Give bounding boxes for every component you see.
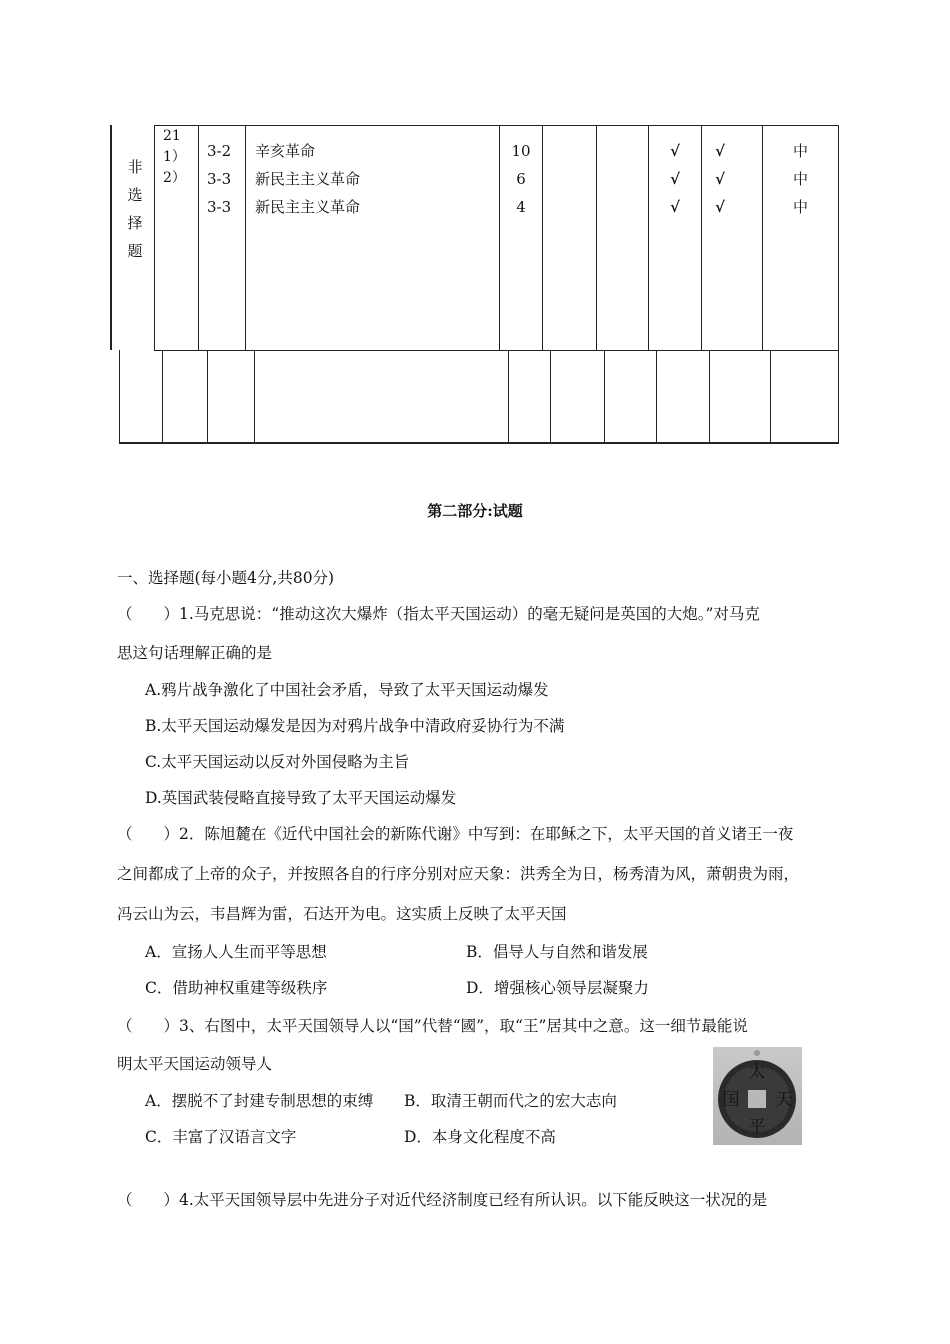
q3-option-d: D．本身文化程度不高 (404, 1128, 556, 1146)
q2-option-a: A．宣扬人人生而平等思想 (145, 943, 327, 961)
q1-option-d: D.英国武装侵略直接导致了太平天国运动爆发 (145, 789, 457, 807)
code-cell: 3-2 3-3 3-3 (207, 142, 232, 216)
coin-char-right: 天 (775, 1090, 793, 1110)
q4-stem-line1: （ ）4.太平天国领导层中先进分子对近代经济制度已经有所认识。以下能反映这一状况的是 (117, 1191, 768, 1209)
q2-option-d: D．增强核心领导层凝聚力 (466, 979, 649, 997)
q2-stem-line1: （ ）2．陈旭麓在《近代中国社会的新陈代谢》中写到：在耶稣之下，太平天国的首义诸王一夜 (117, 825, 794, 843)
q2-option-b: B．倡导人与自然和谐发展 (466, 943, 648, 961)
q3-stem-line1: （ ）3、右图中，太平天国领导人以“国”代替“國”，取“王”居其中之意。这一细节最能说 (117, 1017, 748, 1035)
question-number-cell: 21 1） 2） (163, 128, 186, 186)
topic-cell: 辛亥革命 新民主主义革命 新民主主义革命 (255, 142, 361, 216)
difficulty-cell: 中 中 中 (792, 142, 808, 216)
q3-option-c: C．丰富了汉语言文字 (145, 1128, 297, 1146)
part1-heading: 一、选择题(每小题4分,共80分) (117, 569, 335, 587)
coin-char-top: 太 (748, 1062, 766, 1082)
coin-icon (713, 1047, 802, 1145)
check-cell-b: √ √ √ (715, 142, 725, 216)
q1-stem-line2: 思这句话理解正确的是 (117, 644, 273, 662)
q2-option-c: C．借助神权重建等级秩序 (145, 979, 328, 997)
score-cell: 10 6 4 (511, 142, 531, 216)
category-label: 非 选 择 题 (127, 158, 143, 260)
check-cell-a: √ √ √ (670, 142, 680, 216)
q1-option-c: C.太平天国运动以反对外国侵略为主旨 (145, 753, 410, 771)
coin-char-bottom: 平 (748, 1117, 766, 1137)
q1-option-a: A.鸦片战争激化了中国社会矛盾，导致了太平天国运动爆发 (145, 681, 549, 699)
coin-char-left: 国 (722, 1090, 740, 1110)
q3-option-a: A．摆脱不了封建专制思想的束缚 (145, 1092, 374, 1110)
q3-option-b: B．取清王朝而代之的宏大志向 (404, 1092, 617, 1110)
q2-stem-line3: 冯云山为云，韦昌辉为雷，石达开为电。这实质上反映了太平天国 (117, 905, 567, 923)
q3-stem-line2: 明太平天国运动领导人 (117, 1055, 273, 1073)
section-title: 第二部分:试题 (427, 502, 523, 520)
q1-option-b: B.太平天国运动爆发是因为对鸦片战争中清政府妥协行为不满 (145, 717, 565, 735)
taiping-coin-image (713, 1047, 802, 1145)
q2-stem-line2: 之间都成了上帝的众子，并按照各自的行序分别对应天象：洪秀全为日，杨秀清为风，萧朝贵为雨， (117, 865, 800, 883)
q1-stem-line1: （ ）1.马克思说：“推动这次大爆炸（指太平天国运动）的毫无疑问是英国的大炮。”对马克 (117, 605, 760, 623)
